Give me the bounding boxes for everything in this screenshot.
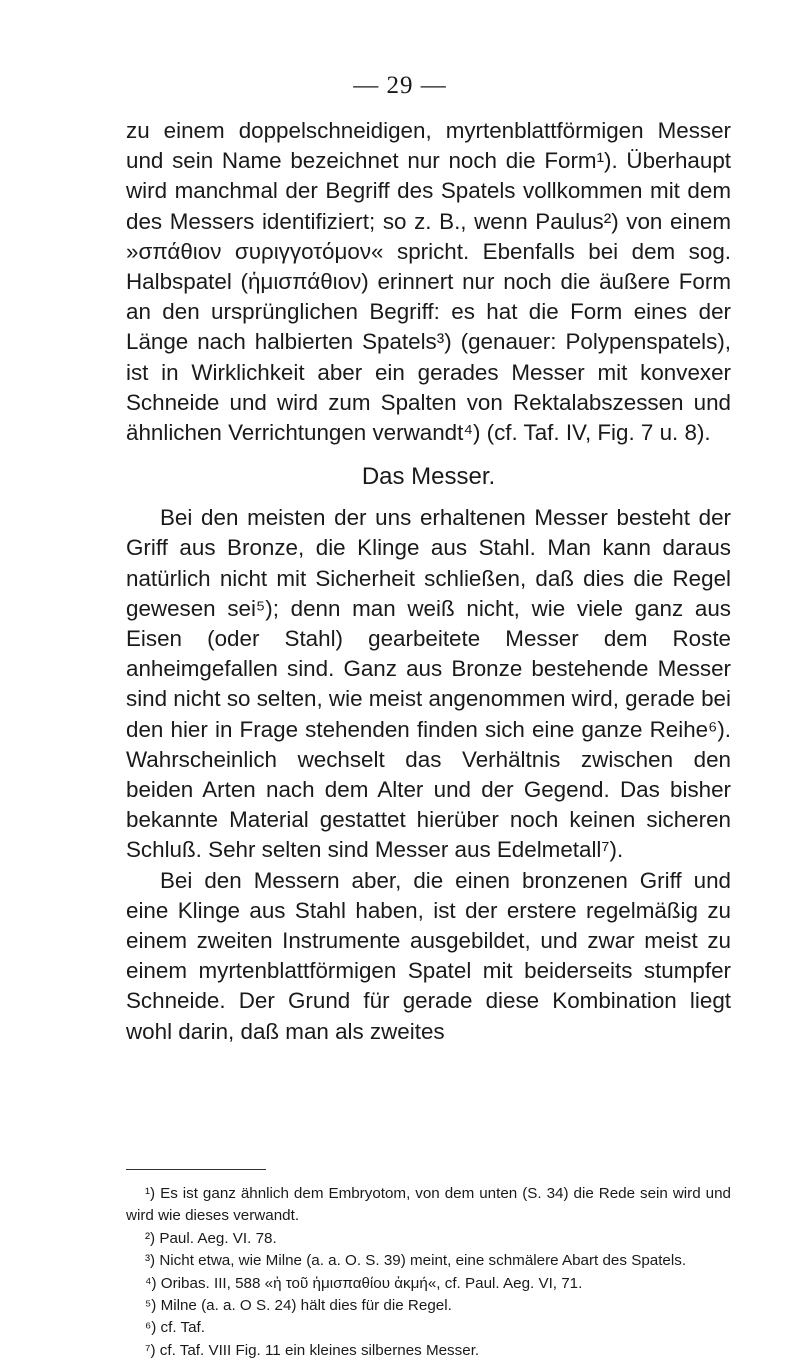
paragraph-combination: Bei den Messern aber, die einen bronzenen Griff und eine Klinge aus Stahl haben, ist der erstere regelmäßig zu einem zweiten Instrumente ausgebildet, und zwar meist zu einem myrtenblattförmigen Spatel mit beiderseits stumpfer Schneide. Der Grund für gerade diese Kombination liegt wohl darin, daß man als zweites: [126, 867, 731, 1044]
footnotes: [126, 1183, 731, 1362]
footnote-4: ⁴) Oribas. III, 588 «ἡ τοῦ ἡμισπαθίου ἀκμή«, cf. Paul. Aeg. VI, 71.: [145, 1274, 583, 1292]
paragraph-material: Bei den meisten der uns erhaltenen Messer besteht der Griff aus Bronze, die Klinge aus Stahl. Man kann daraus natürlich nicht mit Sicherheit schließen, daß dies die Regel gewesen sei⁵); denn man weiß nicht, wie viele ganz aus Eisen (oder Stahl) gearbeitete Messer dem Roste anheimgefallen sind. Ganz aus Bronze bestehende Messer sind nicht so selten, wie meist angenommen wird, gerade bei den hier in Frage stehenden finden sich eine ganze Reihe⁶). Wahrscheinlich wechselt das Verhältnis zwischen den beiden Arten nach dem Alter und der Gegend. Das bisher bekannte Material gestattet hierüber noch keinen sicheren Schluß. Sehr selten sind Messer aus Edelmetall⁷).: [126, 505, 731, 863]
footnote-divider: [126, 1169, 266, 1170]
footnote-3: ³) Nicht etwa, wie Milne (a. a. O. S. 39) meint, eine schmälere Abart des Spatels.: [145, 1252, 687, 1270]
main-text: [126, 116, 731, 1047]
footnote-6: ⁶) cf. Taf.: [145, 1319, 205, 1337]
footnote-2: ²) Paul. Aeg. VI. 78.: [145, 1229, 277, 1247]
footnote-7: ⁷) cf. Taf. VIII Fig. 11 ein kleines silbernes Messer.: [145, 1341, 480, 1359]
section-heading: Das Messer.: [361, 463, 496, 491]
paragraph-spatel: zu einem doppelschneidigen, myrtenblattförmigen Messer und sein Name bezeichnet nur noch die Form¹). Überhaupt wird manchmal der Begriff des Spatels vollkommen mit dem des Messers identifiziert; so z. B., wenn Paulus²) von einem »σπάθιον συριγγοτόμον« spricht. Ebenfalls bei dem sog. Halbspatel (ἡμισπάθιον) erinnert nur noch die äußere Form an den ursprünglichen Begriff: es hat die Form eines der Länge nach halbierten Spatels³) (genauer: Polypenspatels), ist in Wirklichkeit aber ein gerades Messer mit konvexer Schneide und wird zum Spalten von Rektalabszessen und ähnlichen Verrichtungen verwandt⁴) (cf. Taf. IV, Fig. 7 u. 8).: [126, 118, 731, 446]
footnote-5: ⁵) Milne (a. a. O S. 24) hält dies für die Regel.: [145, 1297, 452, 1315]
page-number: — 29 —: [353, 72, 447, 99]
footnote-1: ¹) Es ist ganz ähnlich dem Embryotom, von dem unten (S. 34) die Rede sein wird und wird wie dieses verwandt.: [126, 1185, 731, 1225]
